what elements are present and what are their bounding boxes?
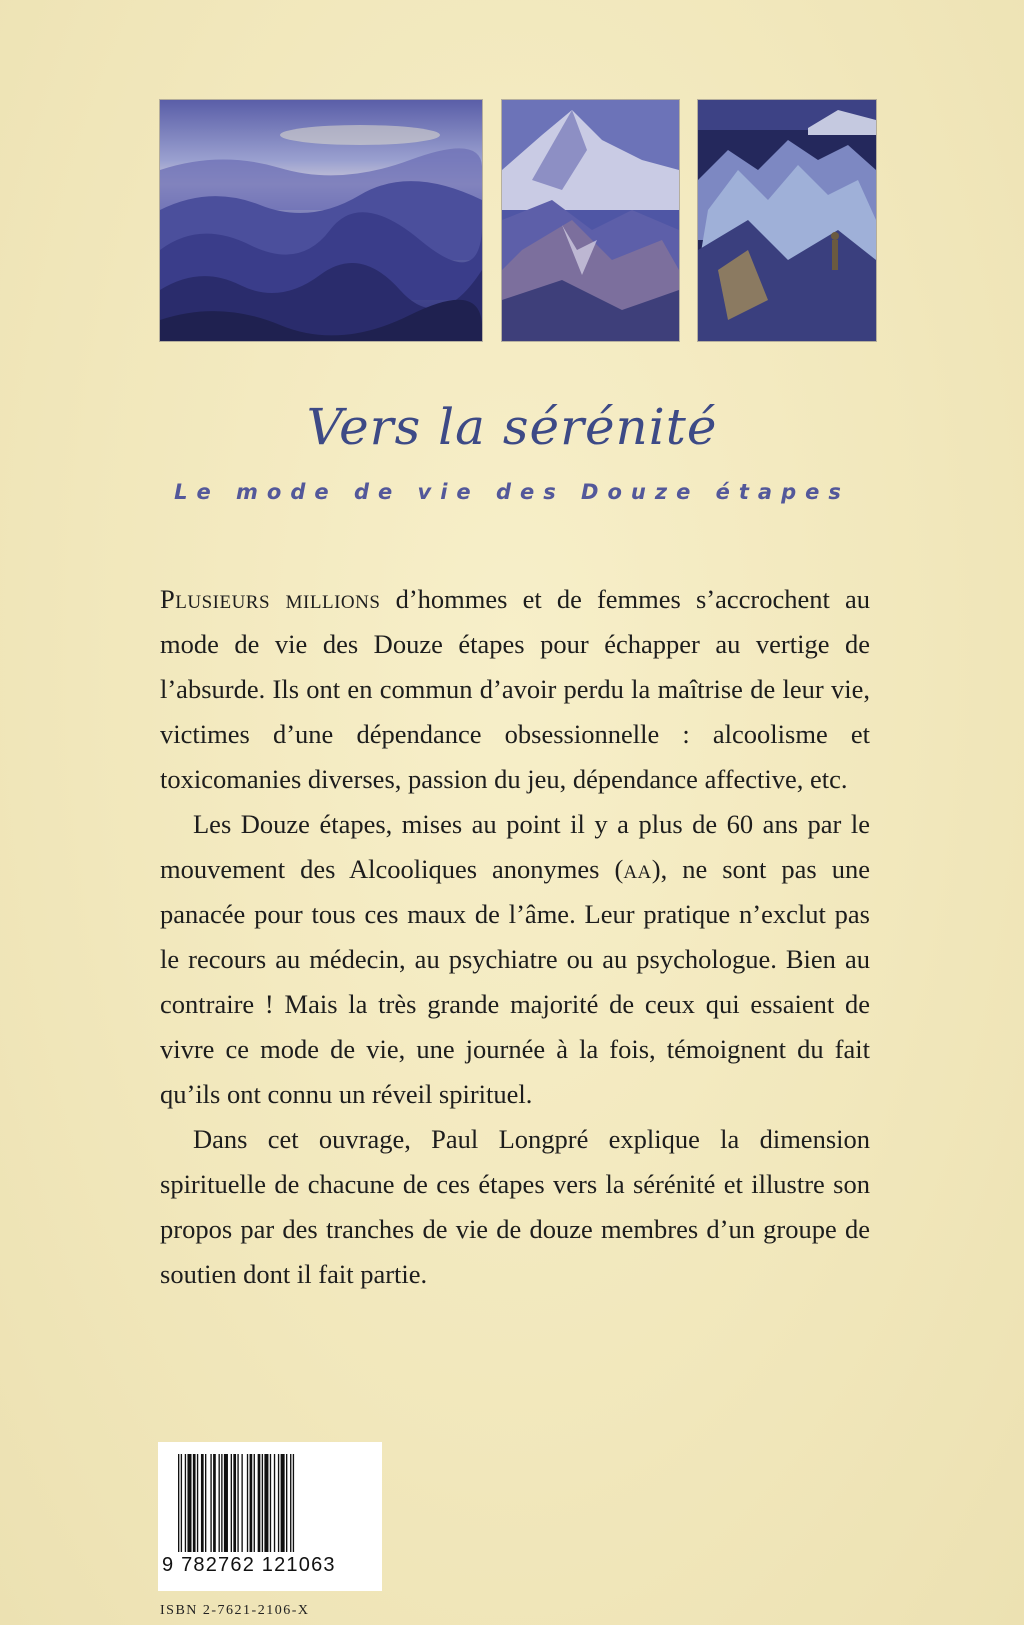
barcode-bars	[178, 1454, 362, 1552]
barcode-bar	[264, 1454, 268, 1552]
blurb-paragraph-1-text: d’hommes et de femmes s’accrochent au mode de vie des Douze étapes pour échapper au vertige de l’absurde. Ils ont en commun d’avoir perdu la maîtrise de leur vie, victimes d’une dépendance obsessionnelle : alcoolisme et toxicomanies diverses, passion du jeu, dépendance affective, etc.	[160, 584, 871, 794]
barcode-bar	[181, 1454, 182, 1552]
blurb-paragraph-2-end: ), ne sont pas une panacée pour tous ces maux de l’âme. Leur pratique n’exclut pas le recours au médecin, au psychiatre ou au psychologue. Bien au contraire ! Mais la très grande majorité de ceux qui essaient de vivre ce mode de vie, une journée à la fois, témoignent du fait qu’ils ont connu un réveil spirituel.	[160, 854, 870, 1109]
barcode-bar	[178, 1454, 179, 1552]
book-title: Vers la sérénité	[306, 398, 718, 456]
mountain-panorama-painting	[160, 100, 482, 341]
barcode-bar	[233, 1454, 236, 1552]
blurb-lead-in: Plusieurs millions	[160, 584, 381, 614]
barcode-bar	[270, 1454, 271, 1552]
glacier-with-figure-painting	[698, 100, 876, 341]
blurb-paragraph-2-start: Les Douze étapes, mises au point il y a plus de 60 ans par le mouvement des Alcooliques anonymes (	[160, 809, 870, 884]
cover-image-strip	[160, 100, 876, 341]
barcode-bar	[197, 1454, 198, 1552]
blurb-paragraph-2	[160, 802, 870, 1117]
book-subtitle: Le mode de vie des Douze étapes	[174, 480, 850, 504]
barcode-bar	[224, 1454, 228, 1552]
barcode-bar	[210, 1454, 211, 1552]
barcode	[158, 1442, 382, 1591]
barcode-bar	[205, 1454, 206, 1552]
barcode-bar	[231, 1454, 232, 1552]
barcode-bar	[193, 1454, 196, 1552]
barcode-bar	[185, 1454, 186, 1552]
barcode-bar	[293, 1454, 294, 1552]
barcode-bar	[219, 1454, 220, 1552]
barcode-bar	[221, 1454, 222, 1552]
barcode-bar	[281, 1454, 285, 1552]
barcode-bar	[278, 1454, 279, 1552]
blurb-paragraph-3: Dans cet ouvrage, Paul Longpré explique la dimension spirituelle de chacune de ces étapes vers la sérénité et illustre son propos par des tranches de vie de douze membres d’un groupe de soutien dont il fait partie.	[160, 1124, 870, 1289]
barcode-bar	[254, 1454, 255, 1552]
snowy-peak-painting	[502, 100, 679, 341]
barcode-bar	[187, 1454, 191, 1552]
barcode-bar	[274, 1454, 275, 1552]
isbn-label: ISBN 2-7621-2106-X	[160, 1603, 310, 1618]
barcode-bar	[247, 1454, 248, 1552]
aa-abbreviation: aa	[623, 854, 652, 884]
back-cover-blurb	[160, 577, 870, 1297]
barcode-digits: 9 782762 121063	[162, 1554, 336, 1576]
barcode-bar	[250, 1454, 253, 1552]
barcode-bar	[290, 1454, 291, 1552]
barcode-bar	[258, 1454, 261, 1552]
barcode-bar	[213, 1454, 216, 1552]
barcode-bar	[262, 1454, 263, 1552]
blurb-paragraph-1	[160, 577, 870, 802]
barcode-bar	[201, 1454, 204, 1552]
barcode-bar	[241, 1454, 242, 1552]
barcode-bar	[286, 1454, 287, 1552]
barcode-bar	[237, 1454, 238, 1552]
